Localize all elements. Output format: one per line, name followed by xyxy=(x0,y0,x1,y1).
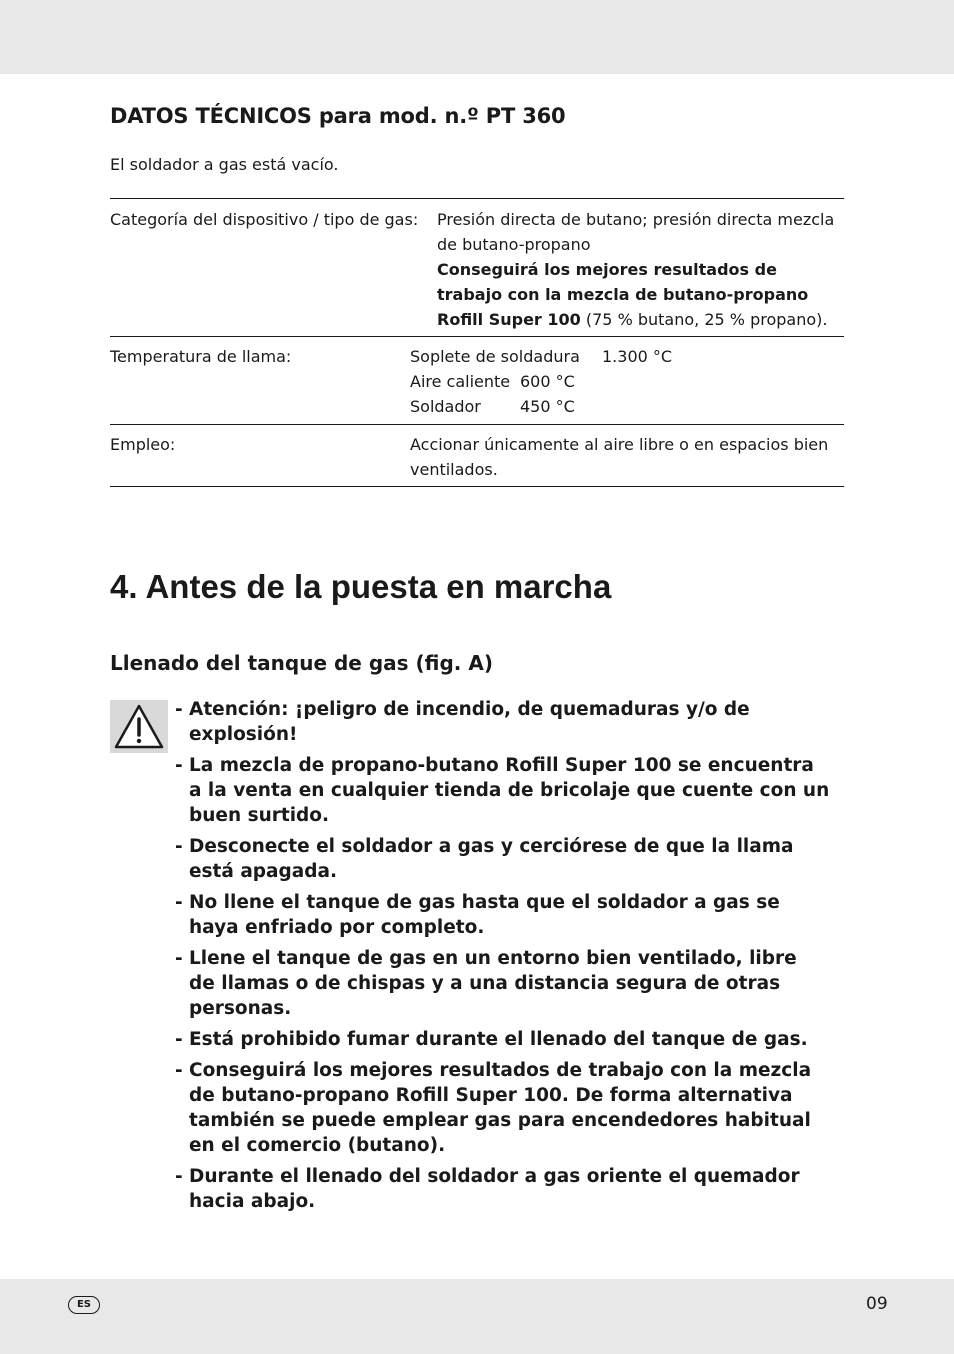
bullet-dash: - xyxy=(175,1029,183,1050)
list-item-line: No llene el tanque de gas hasta que el soldador a gas se xyxy=(189,892,780,913)
list-item xyxy=(175,890,845,940)
list-item-line: explosión! xyxy=(189,724,298,745)
list-item-line: La mezcla de propano-butano Rofill Super 100 se encuentra xyxy=(189,755,814,776)
temperature-item xyxy=(410,369,840,394)
list-item-line: Atención: ¡peligro de incendio, de quemaduras y/o de xyxy=(189,699,750,720)
spec-label: Empleo: xyxy=(110,435,176,454)
list-item-line: haya enfriado por completo. xyxy=(189,917,485,938)
list-item xyxy=(175,834,845,884)
footer-band xyxy=(0,1279,954,1354)
list-item-line: Llene el tanque de gas en un entorno bien ventilado, libre xyxy=(189,948,797,969)
temperature-item xyxy=(410,394,840,419)
bullet-dash: - xyxy=(175,755,183,776)
list-item xyxy=(175,697,845,747)
header-band xyxy=(0,0,954,74)
bullet-dash: - xyxy=(175,1060,183,1081)
list-item xyxy=(175,753,845,828)
temperature-item-value: 600 °C xyxy=(520,372,575,391)
spec-value-bold-line: trabajo con la mezcla de butano-propano xyxy=(437,285,809,304)
spec-value-line: ventilados. xyxy=(410,460,498,479)
section-heading: 4. Antes de la puesta en marcha xyxy=(110,568,612,605)
spec-row-usage xyxy=(110,424,844,487)
spec-value xyxy=(410,344,840,419)
list-item-line: también se puede emplear gas para encendedores habitual xyxy=(189,1110,811,1131)
product-name: Rofill Super 100 xyxy=(437,310,581,329)
bullet-dash: - xyxy=(175,1166,183,1187)
list-item-line: hacia abajo. xyxy=(189,1191,316,1212)
warning-triangle-icon xyxy=(113,702,165,751)
spec-row-gas-type xyxy=(110,198,844,336)
spec-value-line: de butano-propano xyxy=(437,235,591,254)
temperature-item-name: Soldador xyxy=(410,397,481,416)
list-item-line: Está prohibido fumar durante el llenado del tanque de gas. xyxy=(189,1029,808,1050)
bullet-dash: - xyxy=(175,836,183,857)
temperature-item-name: Aire caliente xyxy=(410,372,511,391)
list-item-line: de llamas o de chispas y a una distancia segura de otras xyxy=(189,973,781,994)
list-item xyxy=(175,1058,845,1158)
list-item xyxy=(175,1164,845,1214)
spec-value-line: Presión directa de butano; presión directa mezcla xyxy=(437,210,835,229)
temperature-item-value: 450 °C xyxy=(520,397,575,416)
warning-list xyxy=(175,697,845,1220)
list-item xyxy=(175,1027,845,1052)
spec-value-line: Accionar únicamente al aire libre o en espacios bien xyxy=(410,435,829,454)
temperature-item-name: Soplete de soldadura xyxy=(410,347,580,366)
temperature-item xyxy=(410,344,840,369)
list-item-line: de butano-propano Rofill Super 100. De forma alternativa xyxy=(189,1085,793,1106)
sub-heading: Llenado del tanque de gas (fig. A) xyxy=(110,651,493,675)
warning-box xyxy=(110,700,168,753)
spec-row-flame-temperature xyxy=(110,336,844,424)
list-item-line: en el comercio (butano). xyxy=(189,1135,446,1156)
spec-table xyxy=(110,198,844,487)
list-item-line: Durante el llenado del soldador a gas oriente el quemador xyxy=(189,1166,800,1187)
spec-value-bold-line: Conseguirá los mejores resultados de xyxy=(437,260,777,279)
gas-mix-ratio: (75 % butano, 25 % propano). xyxy=(580,310,828,329)
spec-value xyxy=(410,432,840,482)
intro-text: El soldador a gas está vacío. xyxy=(110,155,339,174)
spec-label: Temperatura de llama: xyxy=(110,347,292,366)
bullet-dash: - xyxy=(175,892,183,913)
bullet-dash: - xyxy=(175,699,183,720)
list-item xyxy=(175,946,845,1021)
bullet-dash: - xyxy=(175,948,183,969)
spec-value xyxy=(437,207,847,332)
list-item-line: buen surtido. xyxy=(189,805,330,826)
list-item-line: está apagada. xyxy=(189,861,338,882)
page-number: 09 xyxy=(866,1294,888,1314)
spec-label: Categoría del dispositivo / tipo de gas: xyxy=(110,210,419,229)
list-item-line: a la venta en cualquier tienda de bricolaje que cuente con un xyxy=(189,780,830,801)
list-item-line: personas. xyxy=(189,998,292,1019)
language-badge: ES xyxy=(68,1296,100,1314)
temperature-item-value: 1.300 °C xyxy=(602,347,673,366)
list-item-line: Desconecte el soldador a gas y cerciórese de que la llama xyxy=(189,836,794,857)
list-item-line: Conseguirá los mejores resultados de trabajo con la mezcla xyxy=(189,1060,812,1081)
technical-data-title: DATOS TÉCNICOS para mod. n.º PT 360 xyxy=(110,104,566,128)
